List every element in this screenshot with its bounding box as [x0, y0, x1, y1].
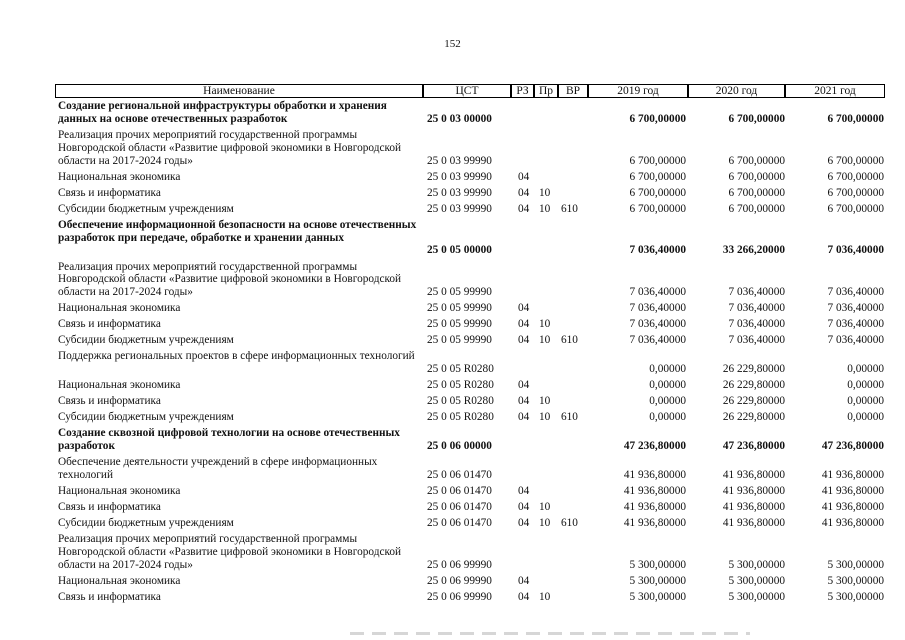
row-2020: 5 300,00000	[728, 559, 785, 572]
row-2021: 41 936,80000	[821, 501, 884, 514]
row-vr: 610	[561, 334, 578, 347]
row-pr: 10	[539, 591, 551, 604]
row-name: Субсидии бюджетным учреждениям	[58, 411, 234, 424]
header-2021: 2021 год	[785, 84, 885, 98]
row-rz: 04	[518, 591, 530, 604]
row-pr: 10	[539, 395, 551, 408]
header-cst: ЦСТ	[423, 84, 511, 98]
row-2019: 7 036,40000	[629, 244, 686, 257]
row-2019: 7 036,40000	[629, 334, 686, 347]
row-2020: 7 036,40000	[728, 302, 785, 315]
row-2021: 6 700,00000	[827, 154, 884, 167]
row-name: Национальная экономика	[58, 170, 181, 183]
row-2019: 6 700,00000	[629, 112, 686, 125]
row-2021: 7 036,40000	[827, 302, 884, 315]
row-cst: 25 0 05 99990	[427, 334, 492, 347]
row-2021: 6 700,00000	[827, 202, 884, 215]
row-cst: 25 0 06 01470	[427, 469, 492, 482]
row-rz: 04	[518, 302, 530, 315]
row-cst: 25 0 05 R0280	[427, 395, 494, 408]
row-2019: 6 700,00000	[629, 202, 686, 215]
header-2019: 2019 год	[588, 84, 688, 98]
row-cst: 25 0 03 99990	[427, 154, 492, 167]
row-2021: 6 700,00000	[827, 112, 884, 125]
row-2019: 6 700,00000	[629, 170, 686, 183]
row-2021: 7 036,40000	[827, 318, 884, 331]
header-2020: 2020 год	[688, 84, 785, 98]
row-rz: 04	[518, 186, 530, 199]
row-name: Национальная экономика	[58, 379, 181, 392]
table-row	[0, 575, 905, 591]
row-2019: 0,00000	[649, 395, 686, 408]
row-2020: 47 236,80000	[722, 440, 785, 453]
row-rz: 04	[518, 411, 530, 424]
row-pr: 10	[539, 186, 551, 199]
row-2021: 6 700,00000	[827, 186, 884, 199]
table-row	[0, 501, 905, 517]
table-row	[0, 456, 905, 485]
row-cst: 25 0 03 00000	[427, 112, 492, 125]
table-row	[0, 334, 905, 350]
row-cst: 25 0 06 00000	[427, 440, 492, 453]
row-name: Связь и информатика	[58, 395, 161, 408]
row-2020: 41 936,80000	[722, 501, 785, 514]
row-2019: 5 300,00000	[629, 559, 686, 572]
header-pr: Пр	[534, 84, 558, 98]
row-2020: 7 036,40000	[728, 286, 785, 299]
row-cst: 25 0 06 01470	[427, 501, 492, 514]
row-2019: 6 700,00000	[629, 186, 686, 199]
row-name: Национальная экономика	[58, 485, 181, 498]
row-name: Субсидии бюджетным учреждениям	[58, 202, 234, 215]
row-name: Создание региональной инфраструктуры обработки и хранения данных на основе отечественных разработок	[58, 100, 387, 125]
row-cst: 25 0 06 99990	[427, 559, 492, 572]
row-name: Национальная экономика	[58, 575, 181, 588]
row-2019: 0,00000	[649, 379, 686, 392]
row-2020: 6 700,00000	[728, 170, 785, 183]
row-vr: 610	[561, 202, 578, 215]
row-rz: 04	[518, 379, 530, 392]
header-rz: РЗ	[511, 84, 534, 98]
row-cst: 25 0 05 00000	[427, 244, 492, 257]
row-cst: 25 0 05 R0280	[427, 363, 494, 376]
row-cst: 25 0 06 01470	[427, 517, 492, 530]
row-rz: 04	[518, 318, 530, 331]
row-2019: 47 236,80000	[623, 440, 686, 453]
row-2020: 41 936,80000	[722, 485, 785, 498]
row-2019: 7 036,40000	[629, 302, 686, 315]
row-2021: 0,00000	[847, 379, 884, 392]
row-2019: 41 936,80000	[623, 517, 686, 530]
table-row	[0, 427, 905, 456]
row-2020: 26 229,80000	[722, 379, 785, 392]
row-pr: 10	[539, 334, 551, 347]
row-name: Реализация прочих мероприятий государственной программы Новгородской области «Развитие цифровой экономики в Новгородской области на 2017-2024 годы»	[58, 260, 402, 299]
row-rz: 04	[518, 395, 530, 408]
table-row	[0, 350, 905, 379]
table-row	[0, 203, 905, 219]
row-name: Поддержка региональных проектов в сфере информационных технологий	[58, 350, 415, 363]
row-cst: 25 0 06 01470	[427, 485, 492, 498]
row-vr: 610	[561, 411, 578, 424]
row-rz: 04	[518, 170, 530, 183]
page-number: 152	[444, 38, 461, 50]
row-rz: 04	[518, 202, 530, 215]
row-cst: 25 0 03 99990	[427, 202, 492, 215]
row-2020: 7 036,40000	[728, 318, 785, 331]
row-name: Связь и информатика	[58, 318, 161, 331]
table-row	[0, 517, 905, 533]
row-cst: 25 0 06 99990	[427, 575, 492, 588]
row-2021: 5 300,00000	[827, 591, 884, 604]
row-2019: 5 300,00000	[629, 575, 686, 588]
table-row	[0, 485, 905, 501]
table-row	[0, 302, 905, 318]
table-row	[0, 533, 905, 575]
scan-artifact	[350, 632, 750, 635]
row-name: Обеспечение информационной безопасности на основе отечественных разработок при передаче, обработке и хранении данных	[58, 218, 417, 244]
row-name: Реализация прочих мероприятий государственной программы Новгородской области «Развитие цифровой экономики в Новгородской области на 2017-2024 годы»	[58, 128, 402, 167]
table-row	[0, 395, 905, 411]
table-row	[0, 411, 905, 427]
row-2021: 7 036,40000	[827, 334, 884, 347]
budget-table-body	[0, 100, 905, 607]
row-2020: 41 936,80000	[722, 517, 785, 530]
row-cst: 25 0 05 R0280	[427, 379, 494, 392]
row-name: Субсидии бюджетным учреждениям	[58, 334, 234, 347]
table-row	[0, 100, 905, 129]
row-2020: 26 229,80000	[722, 411, 785, 424]
row-2019: 41 936,80000	[623, 501, 686, 514]
row-2020: 26 229,80000	[722, 395, 785, 408]
row-2019: 41 936,80000	[623, 469, 686, 482]
row-pr: 10	[539, 411, 551, 424]
row-name: Обеспечение деятельности учреждений в сфере информационных технологий	[58, 456, 378, 482]
row-cst: 25 0 05 R0280	[427, 411, 494, 424]
row-name: Связь и информатика	[58, 501, 161, 514]
row-2021: 41 936,80000	[821, 517, 884, 530]
row-2020: 6 700,00000	[728, 112, 785, 125]
row-name: Субсидии бюджетным учреждениям	[58, 517, 234, 530]
header-vr: ВР	[558, 84, 588, 98]
row-2021: 47 236,80000	[821, 440, 884, 453]
row-2020: 41 936,80000	[722, 469, 785, 482]
row-2020: 5 300,00000	[728, 575, 785, 588]
row-2019: 5 300,00000	[629, 591, 686, 604]
row-rz: 04	[518, 501, 530, 514]
row-cst: 25 0 05 99990	[427, 286, 492, 299]
row-2020: 6 700,00000	[728, 202, 785, 215]
row-pr: 10	[539, 517, 551, 530]
row-2020: 6 700,00000	[728, 186, 785, 199]
row-2020: 7 036,40000	[728, 334, 785, 347]
row-2019: 7 036,40000	[629, 286, 686, 299]
row-2021: 41 936,80000	[821, 485, 884, 498]
table-row	[0, 379, 905, 395]
row-rz: 04	[518, 485, 530, 498]
table-row	[0, 219, 905, 261]
row-2021: 6 700,00000	[827, 170, 884, 183]
row-2021: 7 036,40000	[827, 244, 884, 257]
row-2019: 41 936,80000	[623, 485, 686, 498]
row-name: Создание сквозной цифровой технологии на основе отечественных разработок	[58, 427, 400, 453]
row-2021: 0,00000	[847, 411, 884, 424]
header-name: Наименование	[55, 84, 423, 98]
row-cst: 25 0 05 99990	[427, 318, 492, 331]
row-name: Связь и информатика	[58, 591, 161, 604]
row-2020: 5 300,00000	[728, 591, 785, 604]
row-2021: 0,00000	[847, 395, 884, 408]
row-rz: 04	[518, 575, 530, 588]
row-cst: 25 0 06 99990	[427, 591, 492, 604]
row-2020: 6 700,00000	[728, 154, 785, 167]
row-2019: 0,00000	[649, 411, 686, 424]
row-pr: 10	[539, 501, 551, 514]
row-2021: 7 036,40000	[827, 286, 884, 299]
row-name: Реализация прочих мероприятий государственной программы Новгородской области «Развитие цифровой экономики в Новгородской области на 2017-2024 годы»	[58, 533, 402, 572]
table-row	[0, 129, 905, 171]
row-2021: 5 300,00000	[827, 559, 884, 572]
table-row	[0, 171, 905, 187]
row-2021: 5 300,00000	[827, 575, 884, 588]
row-rz: 04	[518, 334, 530, 347]
row-rz: 04	[518, 517, 530, 530]
table-row	[0, 318, 905, 334]
row-name: Связь и информатика	[58, 186, 161, 199]
row-pr: 10	[539, 202, 551, 215]
row-2019: 6 700,00000	[629, 154, 686, 167]
row-2019: 0,00000	[649, 363, 686, 376]
row-pr: 10	[539, 318, 551, 331]
row-2020: 33 266,20000	[722, 244, 785, 257]
table-row	[0, 261, 905, 303]
row-2020: 26 229,80000	[722, 363, 785, 376]
row-name: Национальная экономика	[58, 302, 181, 315]
row-2019: 7 036,40000	[629, 318, 686, 331]
table-row	[0, 187, 905, 203]
row-cst: 25 0 03 99990	[427, 186, 492, 199]
row-vr: 610	[561, 517, 578, 530]
row-cst: 25 0 03 99990	[427, 170, 492, 183]
row-2021: 0,00000	[847, 363, 884, 376]
row-cst: 25 0 05 99990	[427, 302, 492, 315]
row-2021: 41 936,80000	[821, 469, 884, 482]
table-row	[0, 591, 905, 607]
